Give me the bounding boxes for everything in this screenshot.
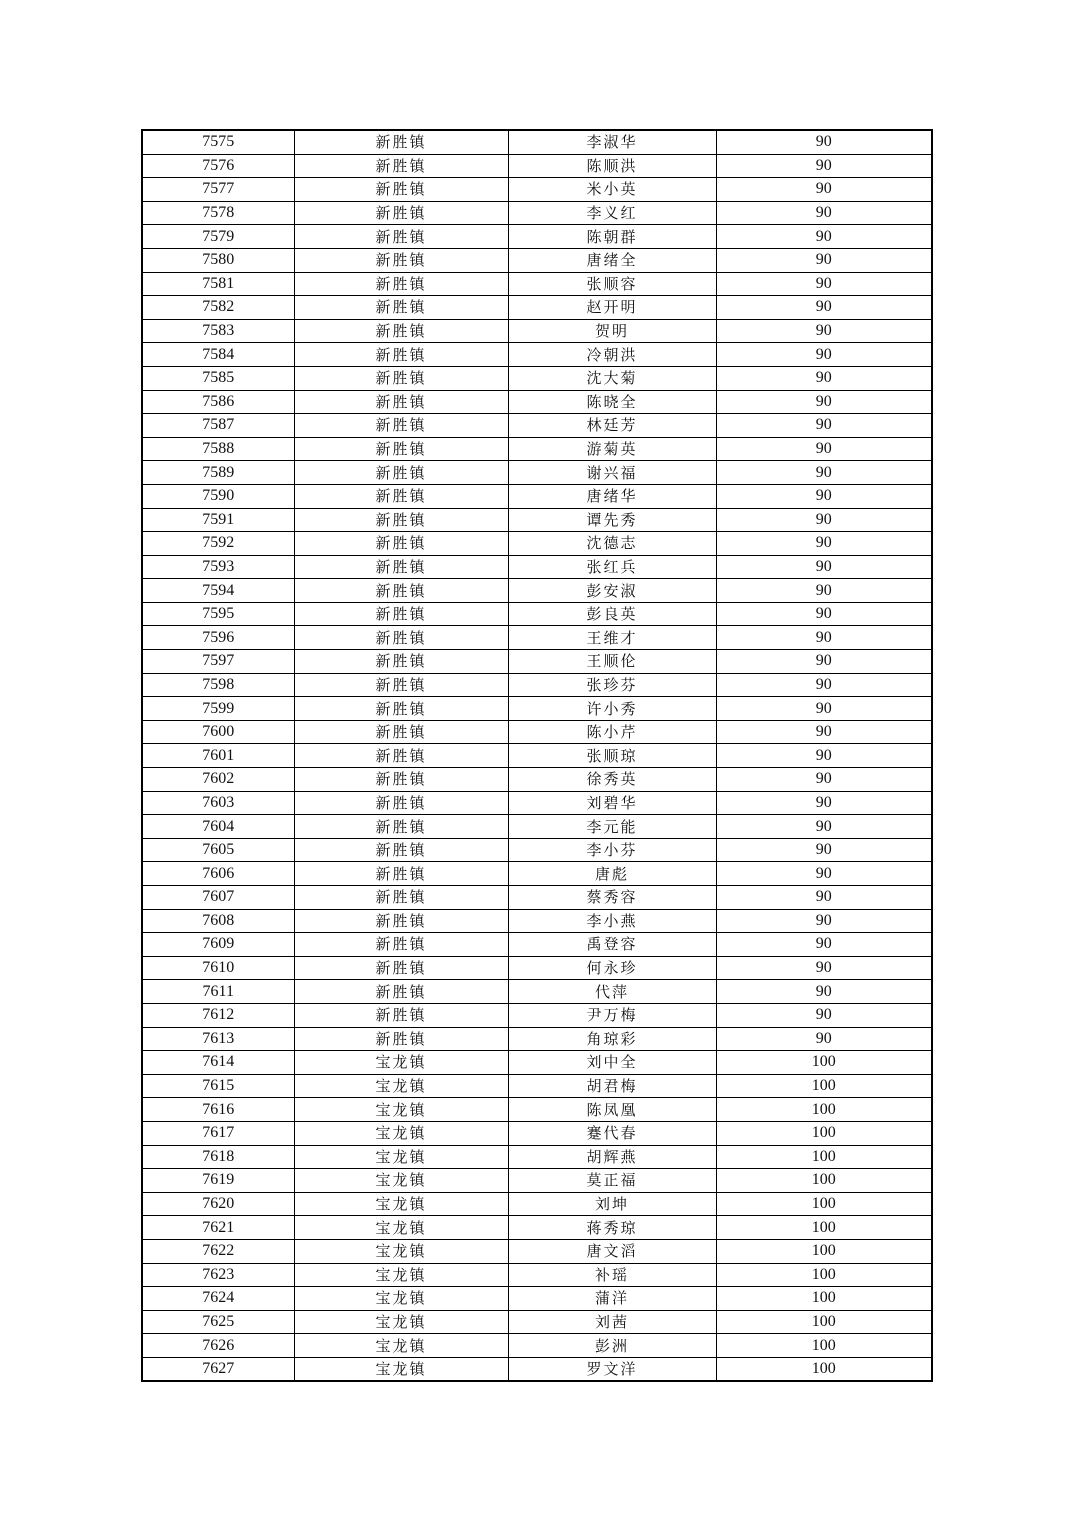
record-number-cell: 7627: [142, 1357, 294, 1381]
name-cell: 张顺琼: [508, 744, 716, 768]
record-number-cell: 7607: [142, 886, 294, 910]
name-cell: 谢兴福: [508, 461, 716, 485]
amount-cell: 90: [716, 909, 932, 933]
town-cell: 新胜镇: [294, 697, 508, 721]
town-cell: 新胜镇: [294, 838, 508, 862]
town-cell: 新胜镇: [294, 744, 508, 768]
record-number-cell: 7579: [142, 225, 294, 249]
name-cell: 唐文滔: [508, 1239, 716, 1263]
amount-cell: 90: [716, 508, 932, 532]
table-row: [142, 838, 932, 862]
amount-cell: 100: [716, 1263, 932, 1287]
amount-cell: 100: [716, 1310, 932, 1334]
record-number-cell: 7625: [142, 1310, 294, 1334]
amount-cell: 100: [716, 1145, 932, 1169]
record-number-cell: 7616: [142, 1098, 294, 1122]
name-cell: 王维才: [508, 626, 716, 650]
table-row: [142, 1192, 932, 1216]
name-cell: 唐彪: [508, 862, 716, 886]
town-cell: 新胜镇: [294, 673, 508, 697]
amount-cell: 90: [716, 484, 932, 508]
record-number-cell: 7598: [142, 673, 294, 697]
town-cell: 新胜镇: [294, 956, 508, 980]
record-number-cell: 7623: [142, 1263, 294, 1287]
table-row: [142, 130, 932, 154]
record-number-cell: 7626: [142, 1334, 294, 1358]
amount-cell: 100: [716, 1216, 932, 1240]
record-number-cell: 7596: [142, 626, 294, 650]
town-cell: 新胜镇: [294, 886, 508, 910]
name-cell: 王顺伦: [508, 650, 716, 674]
name-cell: 蒲洋: [508, 1287, 716, 1311]
name-cell: 刘茜: [508, 1310, 716, 1334]
record-number-cell: 7597: [142, 650, 294, 674]
name-cell: 禹登容: [508, 933, 716, 957]
town-cell: 新胜镇: [294, 178, 508, 202]
amount-cell: 90: [716, 626, 932, 650]
amount-cell: 90: [716, 650, 932, 674]
table-row: [142, 201, 932, 225]
table-row: [142, 390, 932, 414]
amount-cell: 90: [716, 1027, 932, 1051]
town-cell: 新胜镇: [294, 390, 508, 414]
amount-cell: 90: [716, 296, 932, 320]
table-row: [142, 673, 932, 697]
record-number-cell: 7606: [142, 862, 294, 886]
table-row: [142, 768, 932, 792]
record-number-cell: 7599: [142, 697, 294, 721]
amount-cell: 90: [716, 201, 932, 225]
table-row: [142, 579, 932, 603]
table-row: [142, 1169, 932, 1193]
name-cell: 刘坤: [508, 1192, 716, 1216]
town-cell: 宝龙镇: [294, 1121, 508, 1145]
record-number-cell: 7583: [142, 319, 294, 343]
town-cell: 新胜镇: [294, 933, 508, 957]
table-row: [142, 1263, 932, 1287]
record-number-cell: 7595: [142, 602, 294, 626]
name-cell: 贺明: [508, 319, 716, 343]
table-row: [142, 154, 932, 178]
name-cell: 沈大菊: [508, 366, 716, 390]
amount-cell: 90: [716, 532, 932, 556]
record-number-cell: 7601: [142, 744, 294, 768]
table-row: [142, 296, 932, 320]
name-cell: 徐秀英: [508, 768, 716, 792]
table-row: [142, 744, 932, 768]
town-cell: 新胜镇: [294, 791, 508, 815]
record-number-cell: 7602: [142, 768, 294, 792]
amount-cell: 100: [716, 1169, 932, 1193]
amount-cell: 90: [716, 956, 932, 980]
record-number-cell: 7619: [142, 1169, 294, 1193]
amount-cell: 100: [716, 1074, 932, 1098]
town-cell: 新胜镇: [294, 1027, 508, 1051]
town-cell: 新胜镇: [294, 650, 508, 674]
table-row: [142, 1074, 932, 1098]
town-cell: 新胜镇: [294, 508, 508, 532]
name-cell: 冷朝洪: [508, 343, 716, 367]
town-cell: 新胜镇: [294, 130, 508, 154]
table-row: [142, 1310, 932, 1334]
records-table: [141, 129, 933, 1382]
name-cell: 胡君梅: [508, 1074, 716, 1098]
record-number-cell: 7578: [142, 201, 294, 225]
town-cell: 宝龙镇: [294, 1098, 508, 1122]
name-cell: 罗文洋: [508, 1357, 716, 1381]
record-number-cell: 7591: [142, 508, 294, 532]
amount-cell: 90: [716, 343, 932, 367]
record-number-cell: 7612: [142, 1003, 294, 1027]
name-cell: 陈凤凰: [508, 1098, 716, 1122]
name-cell: 唐绪全: [508, 248, 716, 272]
table-row: [142, 1145, 932, 1169]
table-row: [142, 225, 932, 249]
town-cell: 新胜镇: [294, 720, 508, 744]
table-row: [142, 272, 932, 296]
record-number-cell: 7624: [142, 1287, 294, 1311]
table-row: [142, 461, 932, 485]
town-cell: 新胜镇: [294, 862, 508, 886]
table-row: [142, 508, 932, 532]
name-cell: 张珍芬: [508, 673, 716, 697]
record-number-cell: 7615: [142, 1074, 294, 1098]
town-cell: 宝龙镇: [294, 1216, 508, 1240]
name-cell: 李小燕: [508, 909, 716, 933]
name-cell: 刘碧华: [508, 791, 716, 815]
name-cell: 陈顺洪: [508, 154, 716, 178]
table-row: [142, 437, 932, 461]
table-row: [142, 319, 932, 343]
table-row: [142, 933, 932, 957]
town-cell: 新胜镇: [294, 272, 508, 296]
amount-cell: 100: [716, 1098, 932, 1122]
name-cell: 角琼彩: [508, 1027, 716, 1051]
town-cell: 新胜镇: [294, 484, 508, 508]
amount-cell: 100: [716, 1239, 932, 1263]
town-cell: 宝龙镇: [294, 1169, 508, 1193]
record-number-cell: 7586: [142, 390, 294, 414]
table-row: [142, 650, 932, 674]
record-number-cell: 7581: [142, 272, 294, 296]
name-cell: 蒋秀琼: [508, 1216, 716, 1240]
record-number-cell: 7604: [142, 815, 294, 839]
town-cell: 宝龙镇: [294, 1263, 508, 1287]
record-number-cell: 7611: [142, 980, 294, 1004]
records-table-body: [142, 130, 932, 1381]
record-number-cell: 7593: [142, 555, 294, 579]
name-cell: 许小秀: [508, 697, 716, 721]
name-cell: 李义红: [508, 201, 716, 225]
amount-cell: 100: [716, 1192, 932, 1216]
town-cell: 新胜镇: [294, 319, 508, 343]
name-cell: 蔡秀容: [508, 886, 716, 910]
town-cell: 新胜镇: [294, 461, 508, 485]
record-number-cell: 7617: [142, 1121, 294, 1145]
table-row: [142, 602, 932, 626]
name-cell: 尹万梅: [508, 1003, 716, 1027]
record-number-cell: 7613: [142, 1027, 294, 1051]
town-cell: 新胜镇: [294, 579, 508, 603]
name-cell: 李小芬: [508, 838, 716, 862]
table-row: [142, 720, 932, 744]
town-cell: 宝龙镇: [294, 1287, 508, 1311]
table-row: [142, 532, 932, 556]
amount-cell: 90: [716, 602, 932, 626]
table-row: [142, 1003, 932, 1027]
table-row: [142, 366, 932, 390]
town-cell: 新胜镇: [294, 366, 508, 390]
town-cell: 宝龙镇: [294, 1145, 508, 1169]
table-row: [142, 1334, 932, 1358]
table-row: [142, 956, 932, 980]
record-number-cell: 7614: [142, 1051, 294, 1075]
table-row: [142, 343, 932, 367]
name-cell: 游菊英: [508, 437, 716, 461]
table-row: [142, 484, 932, 508]
name-cell: 谭先秀: [508, 508, 716, 532]
town-cell: 新胜镇: [294, 225, 508, 249]
name-cell: 彭安淑: [508, 579, 716, 603]
town-cell: 新胜镇: [294, 555, 508, 579]
record-number-cell: 7621: [142, 1216, 294, 1240]
amount-cell: 90: [716, 319, 932, 343]
record-number-cell: 7618: [142, 1145, 294, 1169]
amount-cell: 90: [716, 437, 932, 461]
name-cell: 李元能: [508, 815, 716, 839]
name-cell: 米小英: [508, 178, 716, 202]
amount-cell: 90: [716, 366, 932, 390]
town-cell: 新胜镇: [294, 626, 508, 650]
table-row: [142, 1239, 932, 1263]
town-cell: 新胜镇: [294, 343, 508, 367]
record-number-cell: 7603: [142, 791, 294, 815]
name-cell: 刘中全: [508, 1051, 716, 1075]
town-cell: 新胜镇: [294, 980, 508, 1004]
amount-cell: 90: [716, 862, 932, 886]
town-cell: 新胜镇: [294, 815, 508, 839]
record-number-cell: 7608: [142, 909, 294, 933]
record-number-cell: 7575: [142, 130, 294, 154]
town-cell: 宝龙镇: [294, 1192, 508, 1216]
name-cell: 补瑶: [508, 1263, 716, 1287]
name-cell: 张顺容: [508, 272, 716, 296]
name-cell: 彭洲: [508, 1334, 716, 1358]
amount-cell: 100: [716, 1334, 932, 1358]
record-number-cell: 7582: [142, 296, 294, 320]
amount-cell: 90: [716, 933, 932, 957]
town-cell: 宝龙镇: [294, 1239, 508, 1263]
town-cell: 新胜镇: [294, 414, 508, 438]
name-cell: 唐绪华: [508, 484, 716, 508]
name-cell: 林廷芳: [508, 414, 716, 438]
amount-cell: 90: [716, 697, 932, 721]
amount-cell: 90: [716, 390, 932, 414]
record-number-cell: 7589: [142, 461, 294, 485]
town-cell: 新胜镇: [294, 768, 508, 792]
name-cell: 张红兵: [508, 555, 716, 579]
table-row: [142, 815, 932, 839]
town-cell: 新胜镇: [294, 154, 508, 178]
town-cell: 新胜镇: [294, 909, 508, 933]
table-row: [142, 1287, 932, 1311]
record-number-cell: 7585: [142, 366, 294, 390]
table-row: [142, 1027, 932, 1051]
name-cell: 陈晓全: [508, 390, 716, 414]
amount-cell: 90: [716, 248, 932, 272]
amount-cell: 90: [716, 720, 932, 744]
town-cell: 新胜镇: [294, 248, 508, 272]
table-row: [142, 1357, 932, 1381]
name-cell: 何永珍: [508, 956, 716, 980]
record-number-cell: 7592: [142, 532, 294, 556]
amount-cell: 90: [716, 272, 932, 296]
amount-cell: 90: [716, 178, 932, 202]
record-number-cell: 7590: [142, 484, 294, 508]
table-row: [142, 1216, 932, 1240]
name-cell: 蹇代春: [508, 1121, 716, 1145]
record-number-cell: 7594: [142, 579, 294, 603]
record-number-cell: 7580: [142, 248, 294, 272]
record-number-cell: 7620: [142, 1192, 294, 1216]
town-cell: 新胜镇: [294, 201, 508, 225]
table-row: [142, 1051, 932, 1075]
table-row: [142, 909, 932, 933]
table-row: [142, 248, 932, 272]
town-cell: 宝龙镇: [294, 1334, 508, 1358]
amount-cell: 90: [716, 130, 932, 154]
town-cell: 宝龙镇: [294, 1357, 508, 1381]
amount-cell: 90: [716, 768, 932, 792]
table-row: [142, 791, 932, 815]
name-cell: 陈小芹: [508, 720, 716, 744]
amount-cell: 90: [716, 744, 932, 768]
town-cell: 宝龙镇: [294, 1074, 508, 1098]
record-number-cell: 7577: [142, 178, 294, 202]
amount-cell: 90: [716, 791, 932, 815]
amount-cell: 100: [716, 1051, 932, 1075]
name-cell: 陈朝群: [508, 225, 716, 249]
name-cell: 莫正福: [508, 1169, 716, 1193]
table-row: [142, 1121, 932, 1145]
table-row: [142, 555, 932, 579]
table-row: [142, 886, 932, 910]
amount-cell: 90: [716, 673, 932, 697]
record-number-cell: 7600: [142, 720, 294, 744]
record-number-cell: 7587: [142, 414, 294, 438]
amount-cell: 90: [716, 414, 932, 438]
name-cell: 代萍: [508, 980, 716, 1004]
town-cell: 新胜镇: [294, 296, 508, 320]
amount-cell: 90: [716, 225, 932, 249]
name-cell: 李淑华: [508, 130, 716, 154]
amount-cell: 90: [716, 838, 932, 862]
name-cell: 胡辉燕: [508, 1145, 716, 1169]
amount-cell: 100: [716, 1357, 932, 1381]
town-cell: 宝龙镇: [294, 1051, 508, 1075]
town-cell: 新胜镇: [294, 532, 508, 556]
amount-cell: 90: [716, 555, 932, 579]
amount-cell: 90: [716, 579, 932, 603]
name-cell: 赵开明: [508, 296, 716, 320]
table-row: [142, 178, 932, 202]
amount-cell: 90: [716, 980, 932, 1004]
amount-cell: 90: [716, 1003, 932, 1027]
record-number-cell: 7584: [142, 343, 294, 367]
name-cell: 彭良英: [508, 602, 716, 626]
amount-cell: 90: [716, 154, 932, 178]
amount-cell: 100: [716, 1121, 932, 1145]
amount-cell: 90: [716, 886, 932, 910]
town-cell: 宝龙镇: [294, 1310, 508, 1334]
table-row: [142, 862, 932, 886]
amount-cell: 90: [716, 815, 932, 839]
town-cell: 新胜镇: [294, 1003, 508, 1027]
amount-cell: 100: [716, 1287, 932, 1311]
record-number-cell: 7622: [142, 1239, 294, 1263]
record-number-cell: 7588: [142, 437, 294, 461]
record-number-cell: 7610: [142, 956, 294, 980]
table-row: [142, 626, 932, 650]
town-cell: 新胜镇: [294, 602, 508, 626]
amount-cell: 90: [716, 461, 932, 485]
table-row: [142, 1098, 932, 1122]
town-cell: 新胜镇: [294, 437, 508, 461]
record-number-cell: 7609: [142, 933, 294, 957]
record-number-cell: 7605: [142, 838, 294, 862]
table-row: [142, 980, 932, 1004]
name-cell: 沈德志: [508, 532, 716, 556]
record-number-cell: 7576: [142, 154, 294, 178]
table-row: [142, 697, 932, 721]
table-row: [142, 414, 932, 438]
